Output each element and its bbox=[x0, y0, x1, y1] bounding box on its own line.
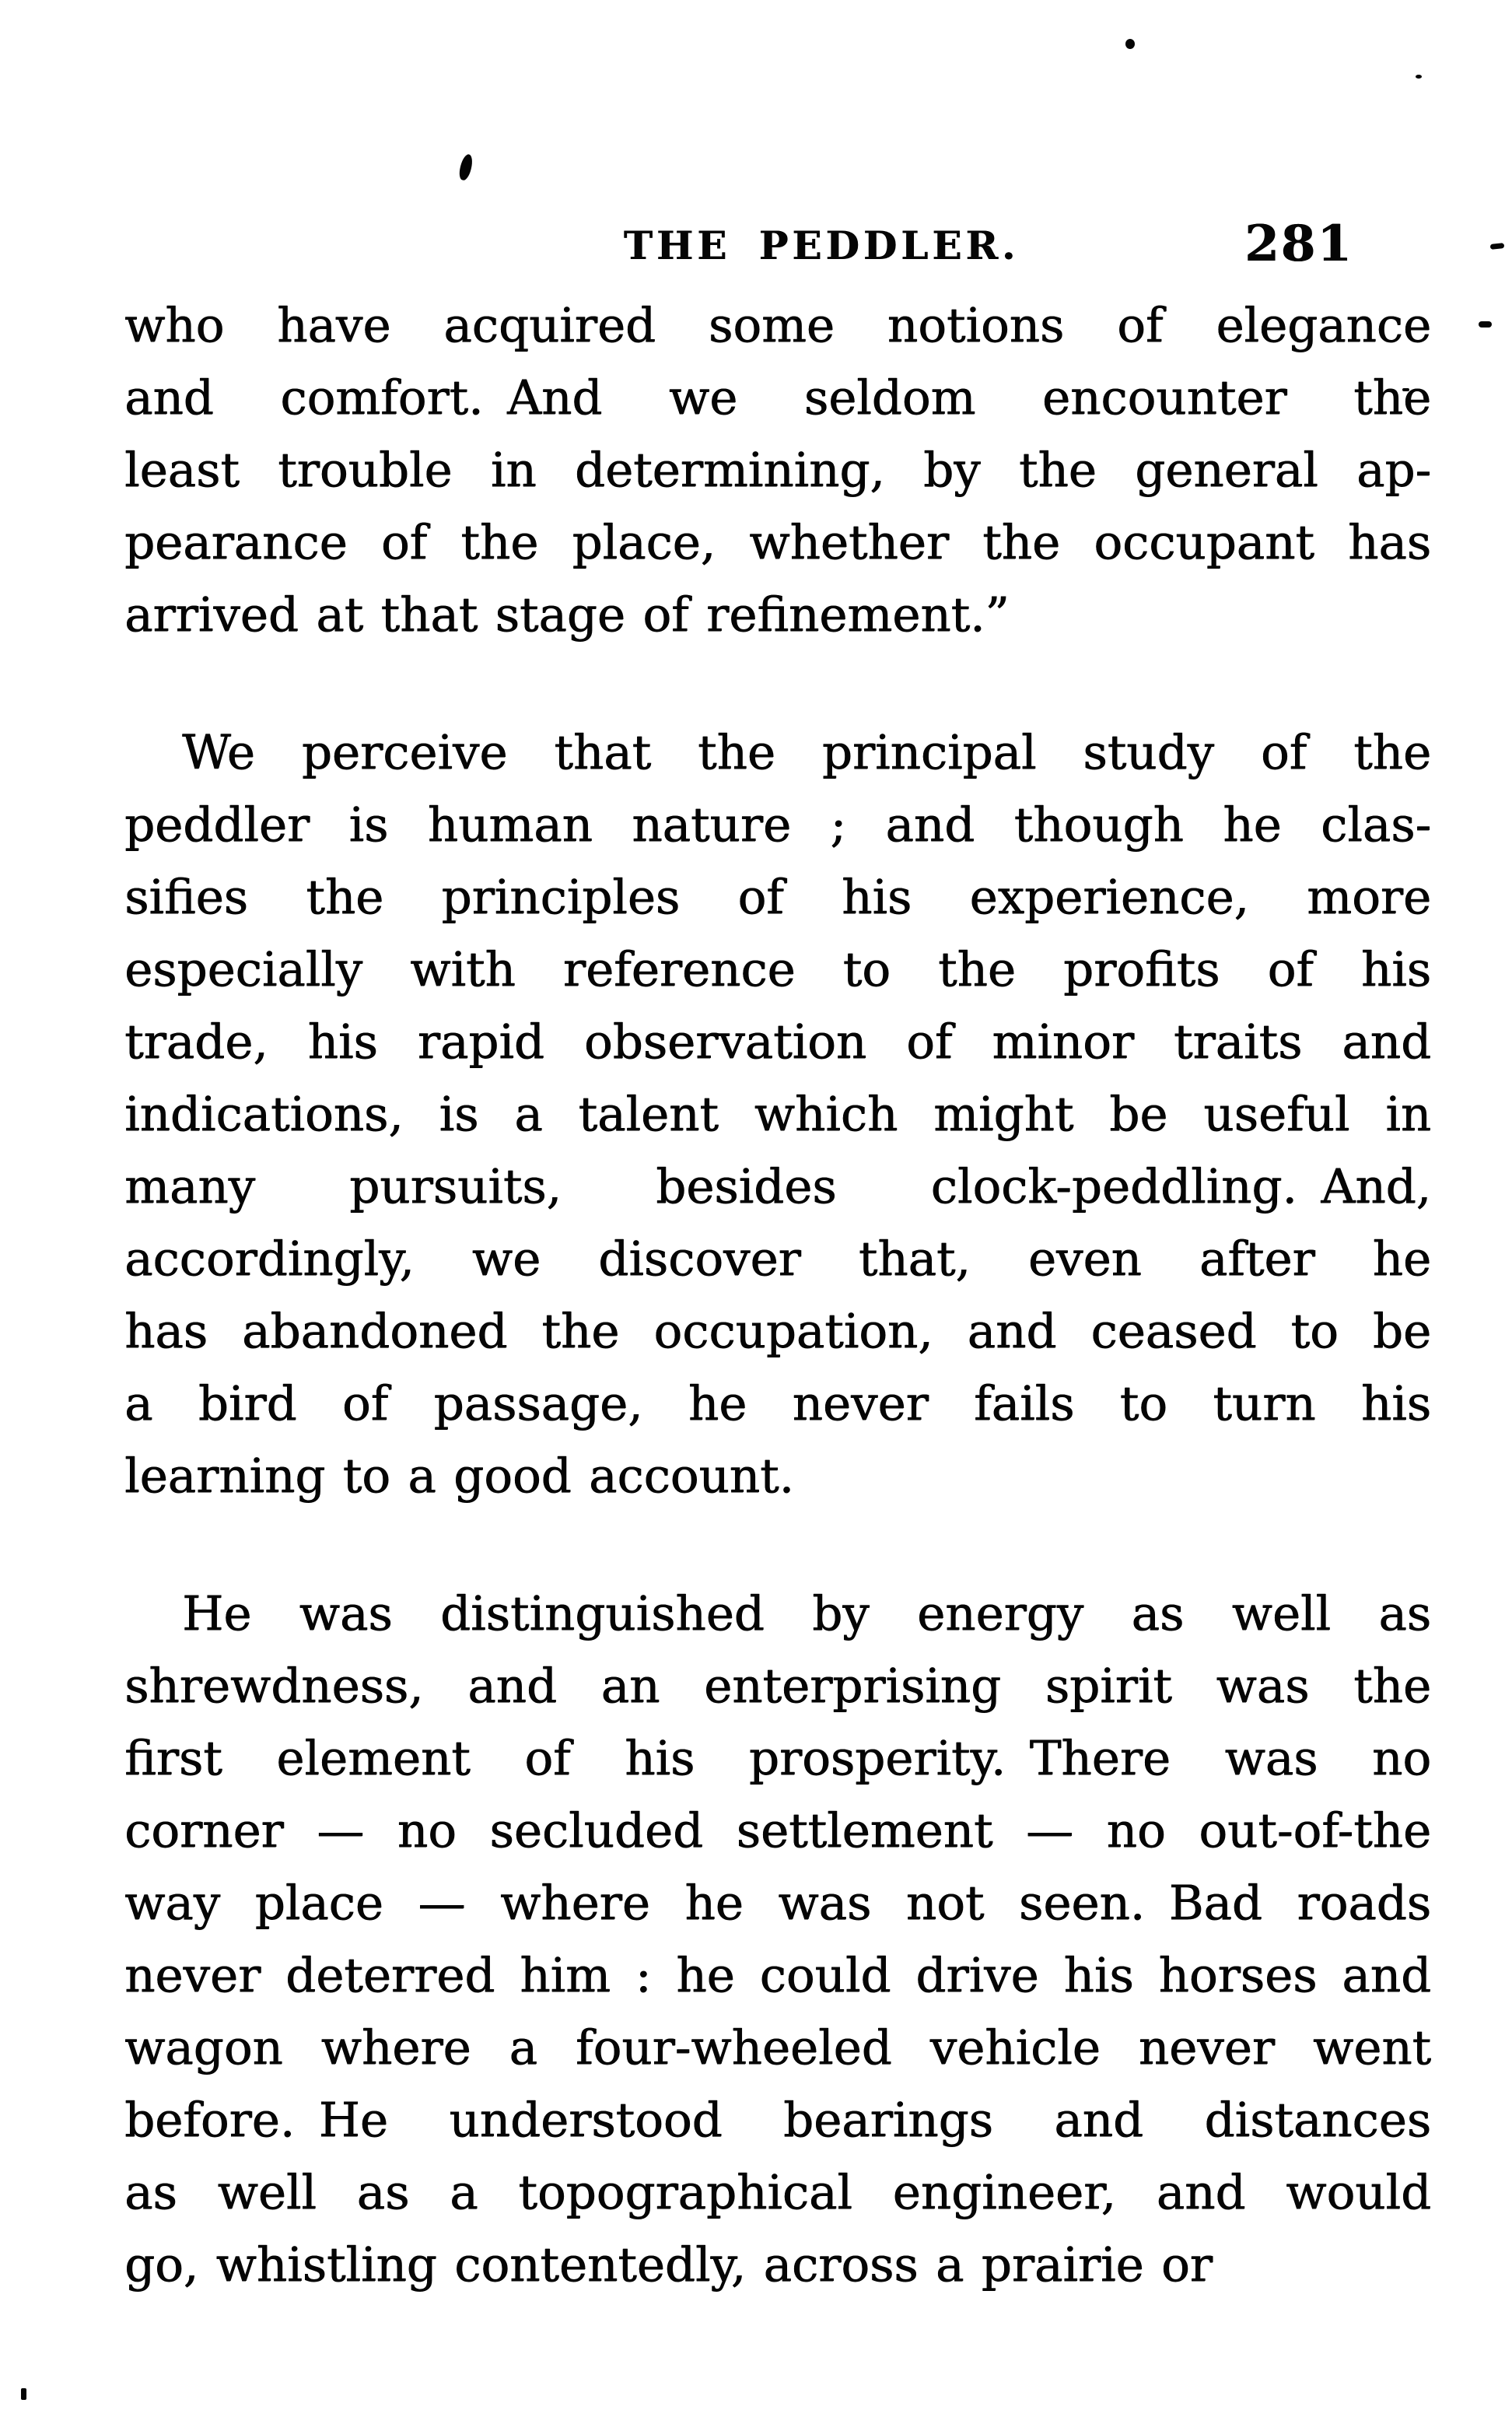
scan-speck bbox=[1490, 243, 1505, 250]
text-line: has abandoned the occupation, and ceased to be bbox=[124, 1304, 1431, 1359]
text-line: pearance of the place, whether the occupant has bbox=[124, 515, 1431, 570]
scan-speck bbox=[1125, 39, 1135, 49]
page-title: THE PEDDLER. bbox=[623, 222, 1020, 268]
text-line: go, whistling contentedly, across a prairie or bbox=[124, 2237, 1213, 2293]
text-line: He was distinguished by energy as well as bbox=[182, 1586, 1431, 1641]
text-line: accordingly, we discover that, even after he bbox=[124, 1231, 1431, 1287]
text-line: a bird of passage, he never fails to turn his bbox=[124, 1376, 1431, 1431]
text-line: especially with reference to the profits of his bbox=[124, 942, 1431, 997]
text-line: least trouble in determining, by the general ap- bbox=[124, 443, 1431, 498]
paragraph bbox=[124, 1578, 1431, 2301]
text-line: never deterred him : he could drive his horses and bbox=[124, 1948, 1431, 2003]
page-body bbox=[124, 289, 1431, 2301]
text-line: wagon where a four-wheeled vehicle never went bbox=[124, 2020, 1431, 2075]
text-line: as well as a topographical engineer, and would bbox=[124, 2165, 1431, 2220]
scan-speck bbox=[21, 2388, 26, 2400]
text-line: indications, is a talent which might be useful in bbox=[124, 1087, 1431, 1142]
page-number: 281 bbox=[1244, 215, 1353, 273]
text-line: sifies the principles of his experience, more bbox=[124, 870, 1431, 925]
scan-speck bbox=[1479, 321, 1492, 328]
scan-speck bbox=[1416, 75, 1422, 79]
text-line: and comfort. And we seldom encounter the bbox=[124, 370, 1431, 426]
text-line: arrived at that stage of refinement.” bbox=[124, 587, 1010, 643]
text-line: learning to a good account. bbox=[124, 1448, 794, 1504]
text-line: who have acquired some notions of elegance bbox=[124, 298, 1431, 353]
text-line: trade, his rapid observation of minor traits and bbox=[124, 1014, 1431, 1070]
text-line: many pursuits, besides clock-peddling. And, bbox=[124, 1159, 1431, 1214]
text-line: corner — no secluded settlement — no out-of-the bbox=[124, 1803, 1431, 1858]
text-line: before. He understood bearings and distances bbox=[124, 2093, 1431, 2148]
text-line: We perceive that the principal study of the bbox=[182, 725, 1431, 780]
text-line: shrewdness, and an enterprising spirit was the bbox=[124, 1659, 1431, 1714]
text-line: way place — where he was not seen. Bad roads bbox=[124, 1876, 1431, 1931]
text-line: first element of his prosperity. There was no bbox=[124, 1731, 1431, 1786]
text-line: peddler is human nature ; and though he clas- bbox=[124, 797, 1431, 853]
ink-blot bbox=[457, 153, 474, 181]
paragraph bbox=[124, 716, 1431, 1512]
paragraph bbox=[124, 289, 1431, 651]
